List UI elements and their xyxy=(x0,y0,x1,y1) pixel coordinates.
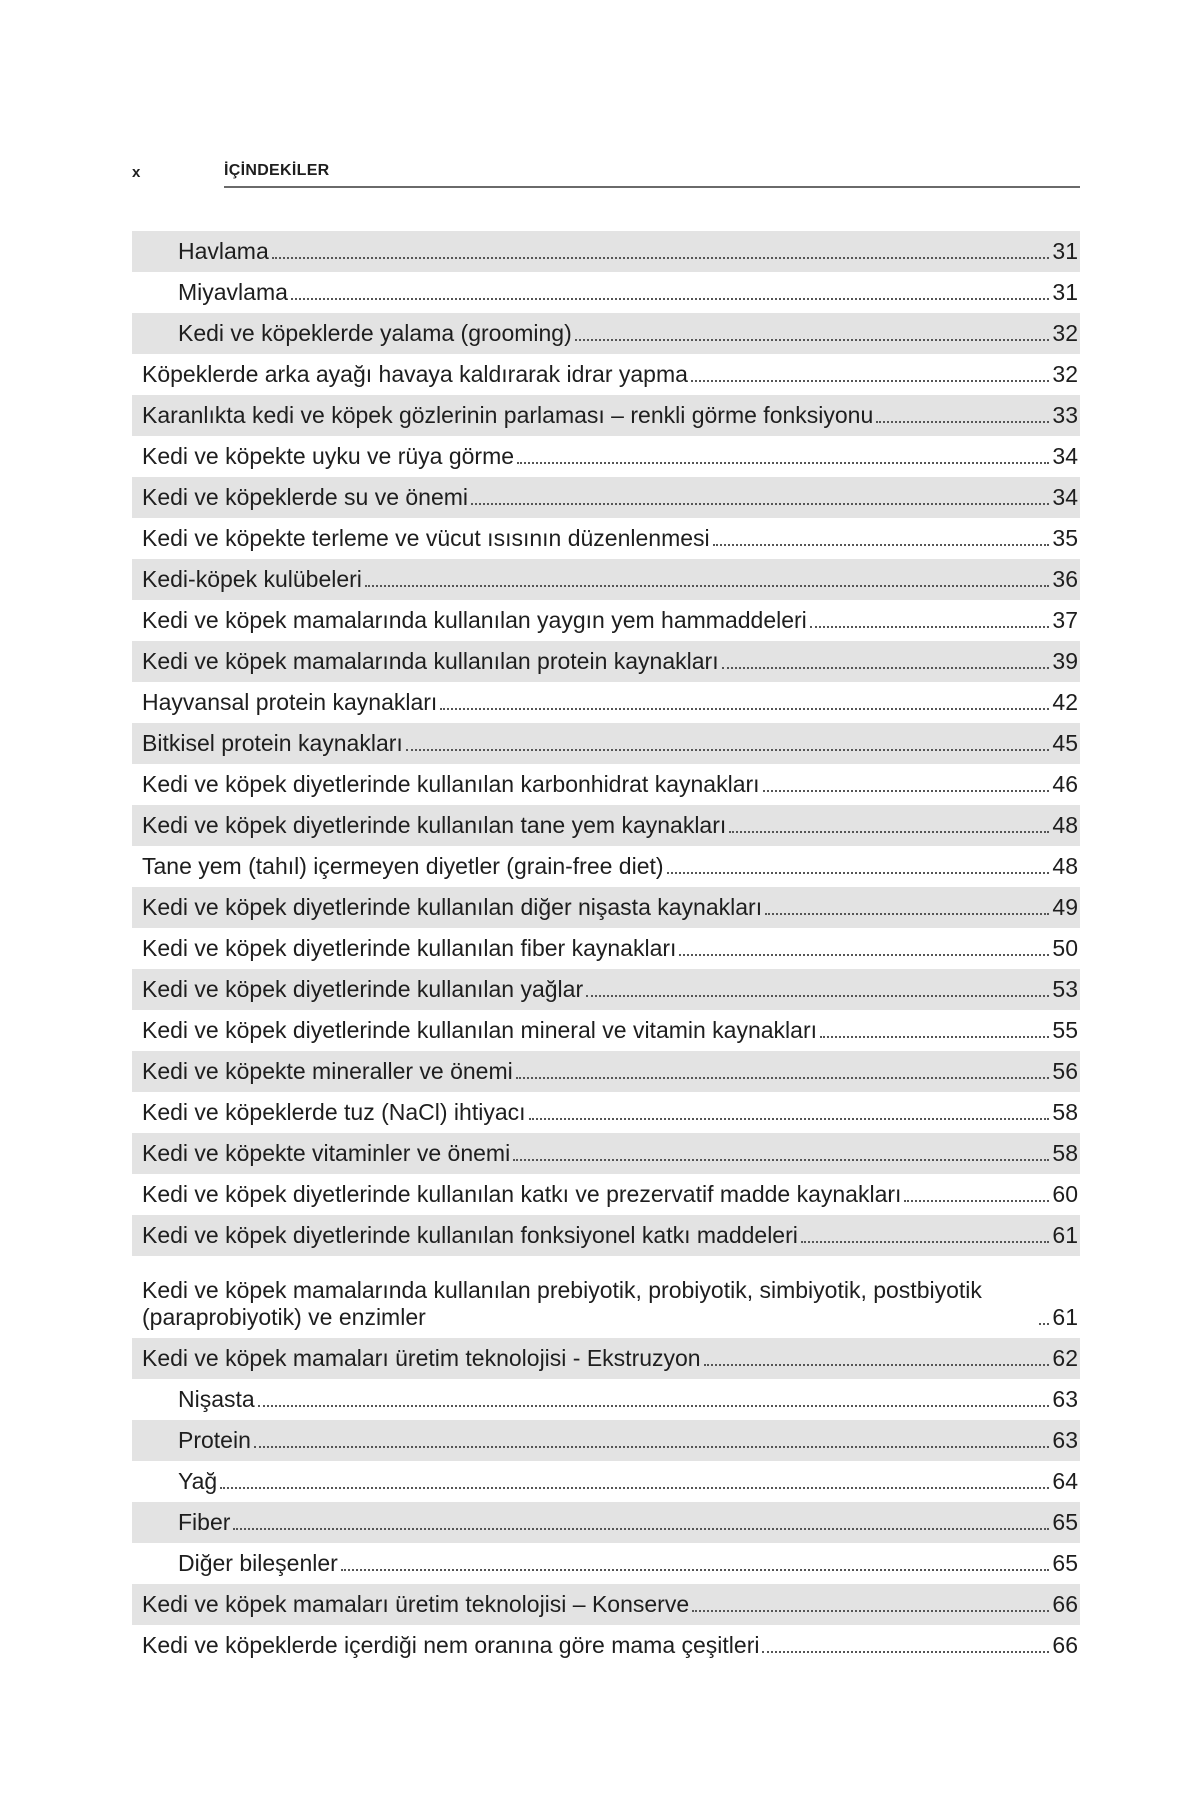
toc-entry[interactable] xyxy=(132,1215,1080,1256)
dot-leader xyxy=(440,708,1049,710)
toc-entry[interactable] xyxy=(132,1256,1080,1338)
toc-entry-title: Kedi ve köpeklerde su ve önemi xyxy=(142,484,469,510)
toc-entry-title: Kedi ve köpekte vitaminler ve önemi xyxy=(142,1140,511,1166)
toc-entry-title: Kedi ve köpekte uyku ve rüya görme xyxy=(142,443,515,469)
toc-entry[interactable] xyxy=(132,928,1080,969)
toc-entry-page: 62 xyxy=(1052,1345,1078,1371)
toc-entry-title: Kedi ve köpek diyetlerinde kullanılan yağlar xyxy=(142,976,584,1002)
toc-entry[interactable] xyxy=(132,1092,1080,1133)
dot-leader xyxy=(516,1077,1050,1079)
toc-entry-title: Kedi ve köpek mamaları üretim teknolojisi – Konserve xyxy=(142,1591,690,1617)
dot-leader xyxy=(254,1446,1050,1448)
toc-entry-page: 35 xyxy=(1052,525,1078,551)
toc-entry-title: Kedi ve köpek mamaları üretim teknolojisi - Ekstruzyon xyxy=(142,1345,701,1371)
toc-entry-page: 58 xyxy=(1052,1099,1078,1125)
toc-entry-title: Kedi ve köpek diyetlerinde kullanılan diğer nişasta kaynakları xyxy=(142,894,763,920)
dot-leader xyxy=(729,831,1049,833)
dot-leader xyxy=(513,1159,1049,1161)
toc-entry-title: Bitkisel protein kaynakları xyxy=(142,730,403,756)
toc-entry-title: Nişasta xyxy=(178,1386,255,1412)
toc-entry-title: Kedi ve köpeklerde yalama (grooming) xyxy=(178,320,572,346)
toc-entry[interactable] xyxy=(132,1420,1080,1461)
toc-entry-title: Miyavlama xyxy=(178,279,288,305)
toc-entry[interactable] xyxy=(132,559,1080,600)
toc-entry-page: 53 xyxy=(1052,976,1078,1002)
dot-leader xyxy=(517,462,1049,464)
toc-entry[interactable] xyxy=(132,1051,1080,1092)
toc-entry[interactable] xyxy=(132,354,1080,395)
toc-entry-page: 65 xyxy=(1052,1550,1078,1576)
toc-entry-title: Tane yem (tahıl) içermeyen diyetler (grain-free diet) xyxy=(142,853,664,879)
toc-entry[interactable] xyxy=(132,272,1080,313)
toc-entry[interactable] xyxy=(132,231,1080,272)
toc-entry-title: Kedi ve köpek diyetlerinde kullanılan katkı ve prezervatif madde kaynakları xyxy=(142,1181,902,1207)
toc-entry[interactable] xyxy=(132,518,1080,559)
toc-entry-page: 45 xyxy=(1052,730,1078,756)
toc-entry-page: 55 xyxy=(1052,1017,1078,1043)
dot-leader xyxy=(801,1241,1050,1243)
toc-entry-title: Kedi ve köpeklerde tuz (NaCl) ihtiyacı xyxy=(142,1099,526,1125)
toc-entry-title: Havlama xyxy=(178,238,269,264)
page-number: x xyxy=(132,164,141,181)
toc-entry[interactable] xyxy=(132,1502,1080,1543)
dot-leader xyxy=(365,585,1050,587)
dot-leader xyxy=(810,626,1050,628)
dot-leader xyxy=(762,1651,1049,1653)
dot-leader xyxy=(765,913,1049,915)
toc-entry-page: 61 xyxy=(1052,1304,1078,1330)
dot-leader xyxy=(220,1487,1049,1489)
dot-leader xyxy=(820,1036,1049,1038)
toc-entry-page: 42 xyxy=(1052,689,1078,715)
toc-entry-title: Yağ xyxy=(178,1468,218,1494)
dot-leader xyxy=(692,1610,1049,1612)
toc-entry-title: Kedi ve köpek diyetlerinde kullanılan mineral ve vitamin kaynakları xyxy=(142,1017,818,1043)
toc-entry-page: 63 xyxy=(1052,1386,1078,1412)
toc-entry[interactable] xyxy=(132,805,1080,846)
toc-entry-title: Kedi ve köpek diyetlerinde kullanılan tane yem kaynakları xyxy=(142,812,727,838)
table-of-contents xyxy=(132,231,1080,1666)
toc-entry-title: Kedi-köpek kulübeleri xyxy=(142,566,362,592)
dot-leader xyxy=(904,1200,1049,1202)
toc-entry[interactable] xyxy=(132,764,1080,805)
toc-entry-title: Fiber xyxy=(178,1509,231,1535)
toc-entry[interactable] xyxy=(132,477,1080,518)
dot-leader xyxy=(233,1528,1049,1530)
dot-leader xyxy=(679,954,1049,956)
toc-entry-title: Kedi ve köpeklerde içerdiği nem oranına göre mama çeşitleri xyxy=(142,1632,760,1658)
dot-leader xyxy=(1039,1323,1049,1325)
toc-entry-page: 37 xyxy=(1052,607,1078,633)
header-rule xyxy=(224,186,1080,188)
toc-entry[interactable] xyxy=(132,1379,1080,1420)
toc-entry-page: 66 xyxy=(1052,1632,1078,1658)
dot-leader xyxy=(713,544,1050,546)
dot-leader xyxy=(667,872,1050,874)
toc-entry[interactable] xyxy=(132,1338,1080,1379)
toc-entry[interactable] xyxy=(132,682,1080,723)
toc-entry[interactable] xyxy=(132,641,1080,682)
dot-leader xyxy=(471,503,1049,505)
dot-leader xyxy=(258,1405,1050,1407)
toc-entry-title: Kedi ve köpekte mineraller ve önemi xyxy=(142,1058,513,1084)
toc-entry-title: Karanlıkta kedi ve köpek gözlerinin parlaması – renkli görme fonksiyonu xyxy=(142,402,874,428)
toc-entry-title: Kedi ve köpek mamalarında kullanılan prebiyotik, probiyotik, simbiyotik, postbiyotik (paraprobiyotik) ve enzimler xyxy=(142,1277,982,1330)
toc-entry[interactable] xyxy=(132,1133,1080,1174)
toc-entry-title: Kedi ve köpek mamalarında kullanılan protein kaynakları xyxy=(142,648,719,674)
toc-entry-page: 49 xyxy=(1052,894,1078,920)
toc-entry-title: Diğer bileşenler xyxy=(178,1550,338,1576)
toc-entry[interactable] xyxy=(132,1010,1080,1051)
toc-entry[interactable] xyxy=(132,723,1080,764)
dot-leader xyxy=(529,1118,1050,1120)
toc-entry-page: 48 xyxy=(1052,812,1078,838)
toc-entry-page: 34 xyxy=(1052,443,1078,469)
toc-entry[interactable] xyxy=(132,846,1080,887)
toc-entry-page: 63 xyxy=(1052,1427,1078,1453)
dot-leader xyxy=(341,1569,1050,1571)
toc-entry-page: 60 xyxy=(1052,1181,1078,1207)
dot-leader xyxy=(763,790,1050,792)
toc-entry-page: 64 xyxy=(1052,1468,1078,1494)
toc-entry-page: 32 xyxy=(1052,320,1078,346)
toc-entry[interactable] xyxy=(132,969,1080,1010)
toc-entry-title: Hayvansal protein kaynakları xyxy=(142,689,438,715)
dot-leader xyxy=(722,667,1050,669)
dot-leader xyxy=(291,298,1049,300)
toc-entry-page: 46 xyxy=(1052,771,1078,797)
toc-entry-page: 50 xyxy=(1052,935,1078,961)
toc-entry-title: Kedi ve köpek diyetlerinde kullanılan fonksiyonel katkı maddeleri xyxy=(142,1222,798,1248)
toc-entry-title: Kedi ve köpek diyetlerinde kullanılan karbonhidrat kaynakları xyxy=(142,771,760,797)
toc-entry[interactable] xyxy=(132,1461,1080,1502)
toc-entry[interactable] xyxy=(132,887,1080,928)
toc-entry[interactable] xyxy=(132,395,1080,436)
page-header xyxy=(132,160,1080,190)
toc-entry-page: 31 xyxy=(1052,279,1078,305)
toc-entry-page: 33 xyxy=(1052,402,1078,428)
dot-leader xyxy=(876,421,1049,423)
section-title: İÇİNDEKİLER xyxy=(224,162,330,179)
toc-entry-page: 34 xyxy=(1052,484,1078,510)
toc-entry-page: 66 xyxy=(1052,1591,1078,1617)
toc-entry-title: Kedi ve köpek mamalarında kullanılan yaygın yem hammaddeleri xyxy=(142,607,807,633)
dot-leader xyxy=(272,257,1050,259)
toc-entry-page: 61 xyxy=(1052,1222,1078,1248)
toc-entry-page: 31 xyxy=(1052,238,1078,264)
toc-entry-page: 65 xyxy=(1052,1509,1078,1535)
dot-leader xyxy=(586,995,1049,997)
toc-entry-page: 36 xyxy=(1052,566,1078,592)
toc-entry[interactable] xyxy=(132,1584,1080,1625)
toc-entry[interactable] xyxy=(132,313,1080,354)
toc-entry-page: 58 xyxy=(1052,1140,1078,1166)
toc-entry-title: Protein xyxy=(178,1427,251,1453)
toc-entry[interactable] xyxy=(132,436,1080,477)
toc-entry-title: Kedi ve köpek diyetlerinde kullanılan fiber kaynakları xyxy=(142,935,677,961)
toc-entry-title: Kedi ve köpekte terleme ve vücut ısısının düzenlenmesi xyxy=(142,525,710,551)
toc-entry[interactable] xyxy=(132,1543,1080,1584)
toc-entry-page: 39 xyxy=(1052,648,1078,674)
toc-entry[interactable] xyxy=(132,1625,1080,1666)
toc-entry-page: 32 xyxy=(1052,361,1078,387)
toc-entry[interactable] xyxy=(132,1174,1080,1215)
toc-entry-page: 56 xyxy=(1052,1058,1078,1084)
dot-leader xyxy=(691,380,1050,382)
toc-entry[interactable] xyxy=(132,600,1080,641)
toc-entry-page: 48 xyxy=(1052,853,1078,879)
dot-leader xyxy=(575,339,1050,341)
toc-entry-title: Köpeklerde arka ayağı havaya kaldırarak idrar yapma xyxy=(142,361,688,387)
dot-leader xyxy=(406,749,1050,751)
dot-leader xyxy=(704,1364,1050,1366)
